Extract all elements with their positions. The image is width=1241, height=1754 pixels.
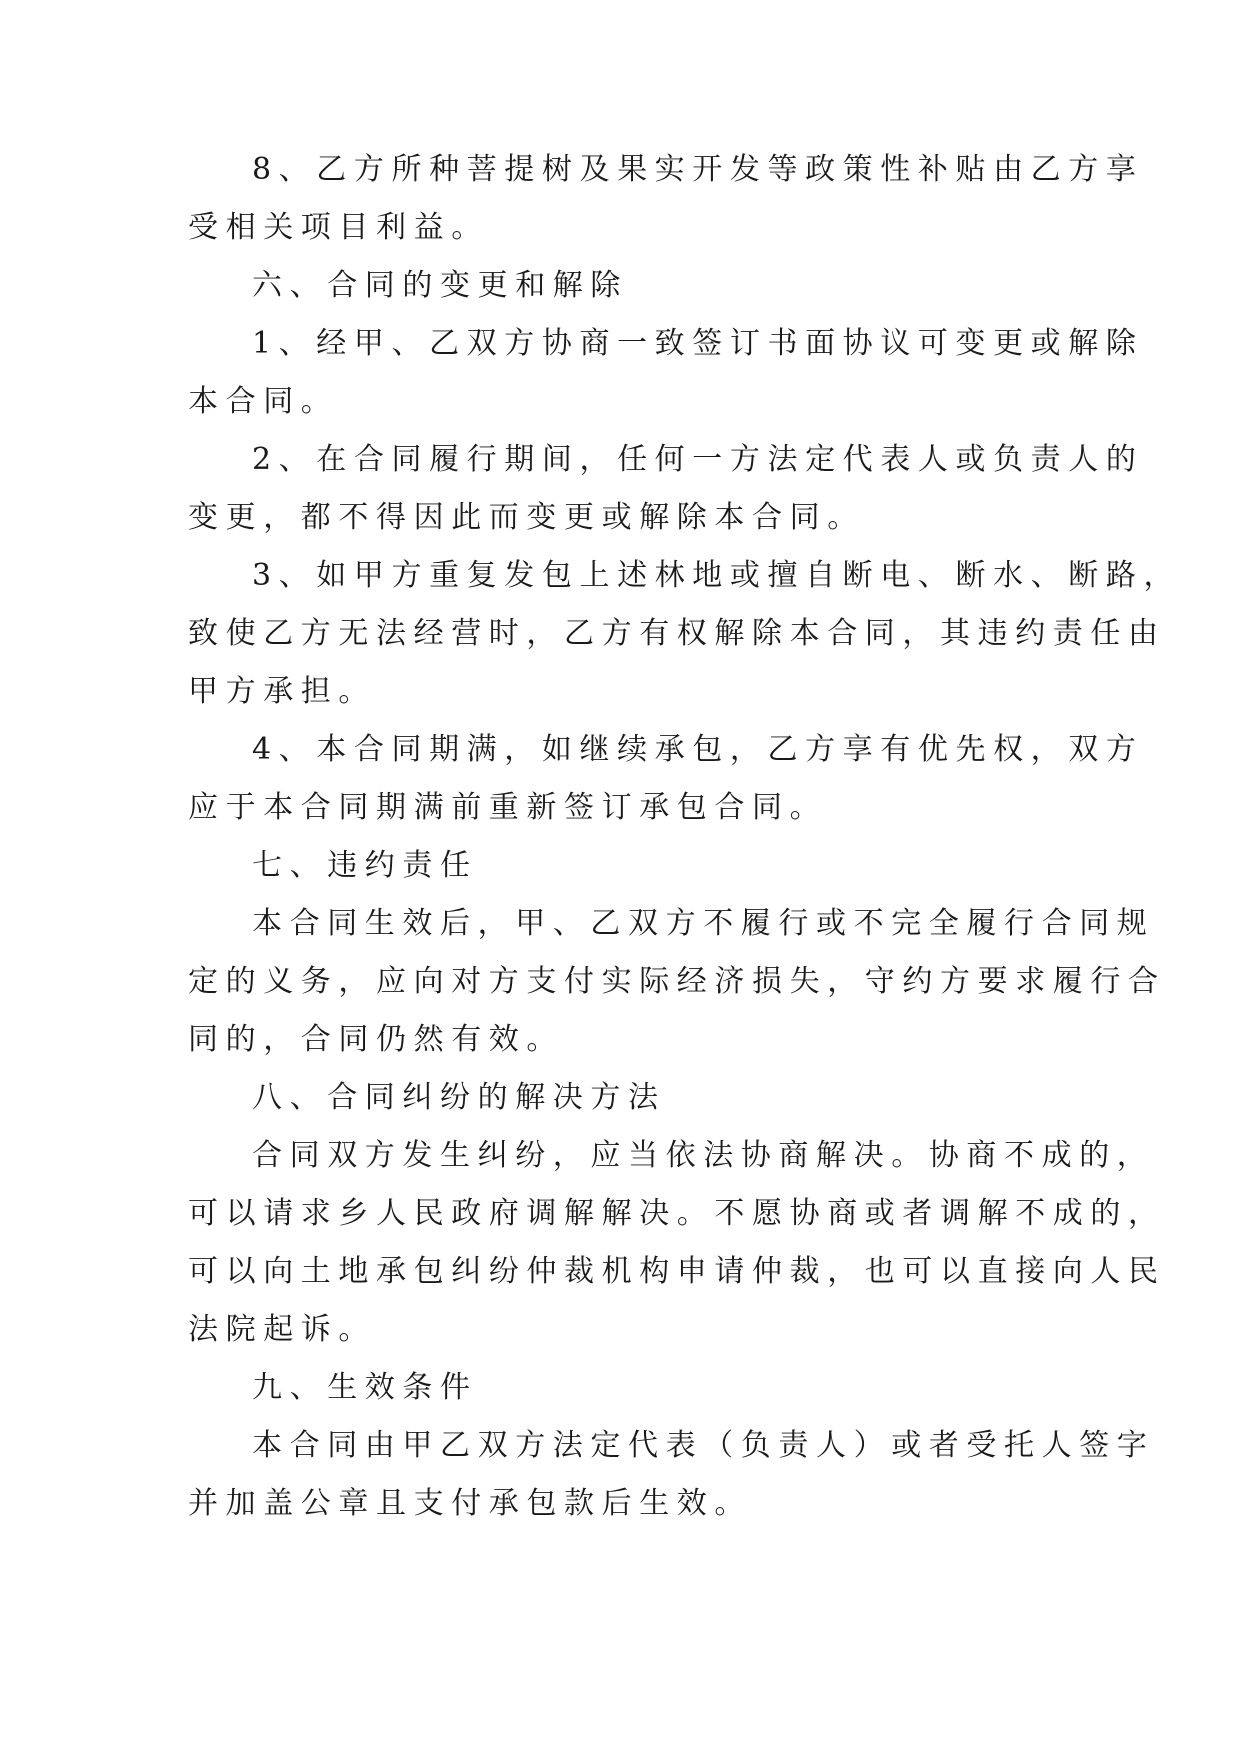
paragraph-8-line-2: 受相关项目利益。 (188, 210, 489, 245)
clause-3-line-2: 致使乙方无法经营时，乙方有权解除本合同，其违约责任由 (188, 616, 1166, 651)
clause-1-line-1: 1、经甲、乙双方协商一致签订书面协议可变更或解除 (252, 326, 1144, 361)
clause-4-line-1: 4、本合同期满，如继续承包，乙方享有优先权，双方 (252, 732, 1144, 767)
clause-3-line-1: 3、如甲方重复发包上述林地或擅自断电、断水、断路， (252, 558, 1182, 593)
clause-2-line-2: 变更，都不得因此而变更或解除本合同。 (188, 500, 865, 535)
dispute-line-1: 合同双方发生纠纷，应当依法协商解决。协商不成的， (252, 1138, 1155, 1173)
section-heading-8: 八、合同纠纷的解决方法 (252, 1080, 666, 1115)
breach-line-2: 定的义务，应向对方支付实际经济损失，守约方要求履行合 (188, 964, 1166, 999)
dispute-line-2: 可以请求乡人民政府调解解决。不愿协商或者调解不成的， (188, 1196, 1166, 1231)
clause-3-line-3: 甲方承担。 (188, 674, 376, 709)
breach-line-3: 同的，合同仍然有效。 (188, 1022, 564, 1057)
breach-line-1: 本合同生效后，甲、乙双方不履行或不完全履行合同规 (252, 906, 1155, 941)
dispute-line-3: 可以向土地承包纠纷仲裁机构申请仲裁，也可以直接向人民 (188, 1254, 1166, 1289)
effect-line-1: 本合同由甲乙双方法定代表（负责人）或者受托人签字 (252, 1428, 1155, 1463)
clause-2-line-1: 2、在合同履行期间，任何一方法定代表人或负责人的 (252, 442, 1144, 477)
clause-1-line-2: 本合同。 (188, 384, 339, 419)
section-heading-7: 七、违约责任 (252, 848, 478, 883)
section-heading-9: 九、生效条件 (252, 1370, 478, 1405)
paragraph-8-line-1: 8、乙方所种菩提树及果实开发等政策性补贴由乙方享 (252, 152, 1144, 187)
dispute-line-4: 法院起诉。 (188, 1312, 376, 1347)
effect-line-2: 并加盖公章且支付承包款后生效。 (188, 1486, 752, 1521)
clause-4-line-2: 应于本合同期满前重新签订承包合同。 (188, 790, 828, 825)
section-heading-6: 六、合同的变更和解除 (252, 268, 628, 303)
